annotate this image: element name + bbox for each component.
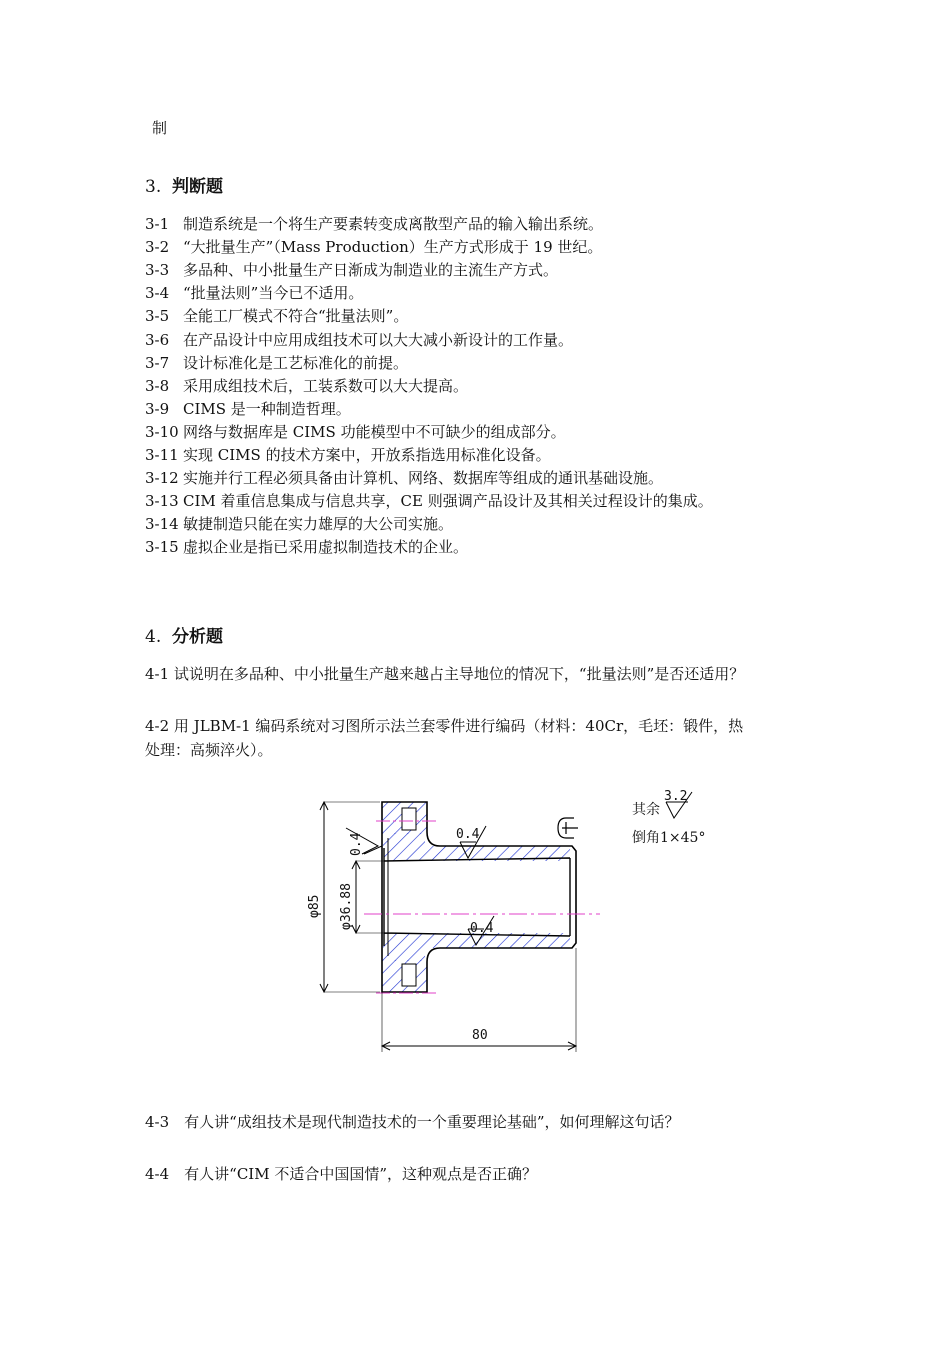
bolt-hole-lower [402,964,416,986]
section-4-title: 分析题 [172,627,224,647]
roughness-bore-value: 0.4 [470,921,494,936]
page-fragment: 制 [152,119,168,137]
question-4-1: 4-1 试说明在多品种、中小批量生产越来越占主导地位的情况下，“批量法则”是否还适用？ [145,665,745,683]
list-item [145,445,551,465]
item-number: 3-1 [145,215,170,233]
item-text: 采用成组技术后，工装系数可以大大提高。 [183,377,469,395]
list-item [145,422,566,442]
item-number: 3-11 [145,446,179,464]
dim-bore-diameter: φ36.88 [339,883,354,930]
list-item [145,468,663,488]
section-4-heading [145,626,223,648]
item-text: 敏捷制造只能在实力雄厚的大公司实施。 [183,515,454,533]
list-item [145,330,573,350]
flange-sleeve-drawing [300,788,720,1058]
list-item [145,376,468,396]
drawing-svg [300,788,720,1058]
question-4-4: 4-4 有人讲“CIM 不适合中国国情”，这种观点是否正确？ [145,1165,538,1183]
bolt-hole-upper [402,808,416,830]
item-text: 实施并行工程必须具备由计算机、网络、数据库等组成的通讯基础设施。 [183,469,664,487]
item-number: 3-8 [145,377,170,395]
item-number: 3-14 [145,515,179,533]
item-text: 网络与数据库是 CIMS 功能模型中不可缺少的组成部分。 [183,423,566,441]
item-number: 3-15 [145,538,179,556]
section-3-title: 判断题 [172,177,224,197]
list-item [145,514,453,534]
roughness-left-value: 0.4 [349,832,364,856]
section-3-heading [145,176,223,198]
list-item [145,399,351,419]
list-item [145,353,408,373]
item-text: CIMS 是一种制造哲理。 [183,400,351,418]
item-text: 虚拟企业是指已采用虚拟制造技术的企业。 [183,538,469,556]
item-text: 制造系统是一个将生产要素转变成离散型产品的输入输出系统。 [183,215,604,233]
item-number: 3-7 [145,354,170,372]
item-text: 在产品设计中应用成组技术可以大大减小新设计的工作量。 [183,331,574,349]
note-rest: 其余 [632,802,660,818]
note-rest-value: 3.2 [664,789,688,804]
list-item [145,283,363,303]
item-text: “大批量生产”（Mass Production）生产方式形成于 19 世纪。 [183,238,603,256]
item-number: 3-13 [145,492,179,510]
roughness-top-value: 0.4 [456,827,480,842]
item-number: 3-3 [145,261,170,279]
item-text: CIM 着重信息集成与信息共享，CE 则强调产品设计及其相关过程设计的集成。 [183,492,713,510]
list-item [145,237,602,257]
question-4-2-line-1: 4-2 用 JLBM-1 编码系统对习图所示法兰套零件进行编码（材料：40Cr，毛坯：锻件，热 [145,717,744,735]
list-item [145,306,408,326]
list-item [145,537,468,557]
item-text: 多品种、中小批量生产日渐成为制造业的主流生产方式。 [183,261,559,279]
list-item [145,214,603,234]
question-4-3: 4-3 有人讲“成组技术是现代制造技术的一个重要理论基础”，如何理解这句话？ [145,1113,680,1131]
projection-symbol [558,818,578,838]
item-number: 3-6 [145,331,170,349]
list-item [145,260,558,280]
hatch-lower [382,933,570,961]
item-text: “批量法则”当今已不适用。 [183,284,364,302]
item-text: 全能工厂模式不符合“批量法则”。 [183,307,409,325]
item-number: 3-5 [145,307,170,325]
dim-outer-diameter: φ85 [307,894,322,918]
section-3-number: 3. [145,177,162,197]
item-number: 3-10 [145,423,179,441]
item-number: 3-4 [145,284,170,302]
item-text: 实现 CIMS 的技术方案中，开放系指选用标准化设备。 [183,446,551,464]
item-text: 设计标准化是工艺标准化的前提。 [183,354,409,372]
note-chamfer: 倒角1×45° [632,830,706,846]
question-4-2-line-2: 处理：高频淬火）。 [145,741,273,759]
dim-length: 80 [472,1028,488,1043]
list-item [145,491,713,511]
item-number: 3-9 [145,400,170,418]
item-number: 3-2 [145,238,170,256]
section-4-number: 4. [145,627,162,647]
item-number: 3-12 [145,469,179,487]
